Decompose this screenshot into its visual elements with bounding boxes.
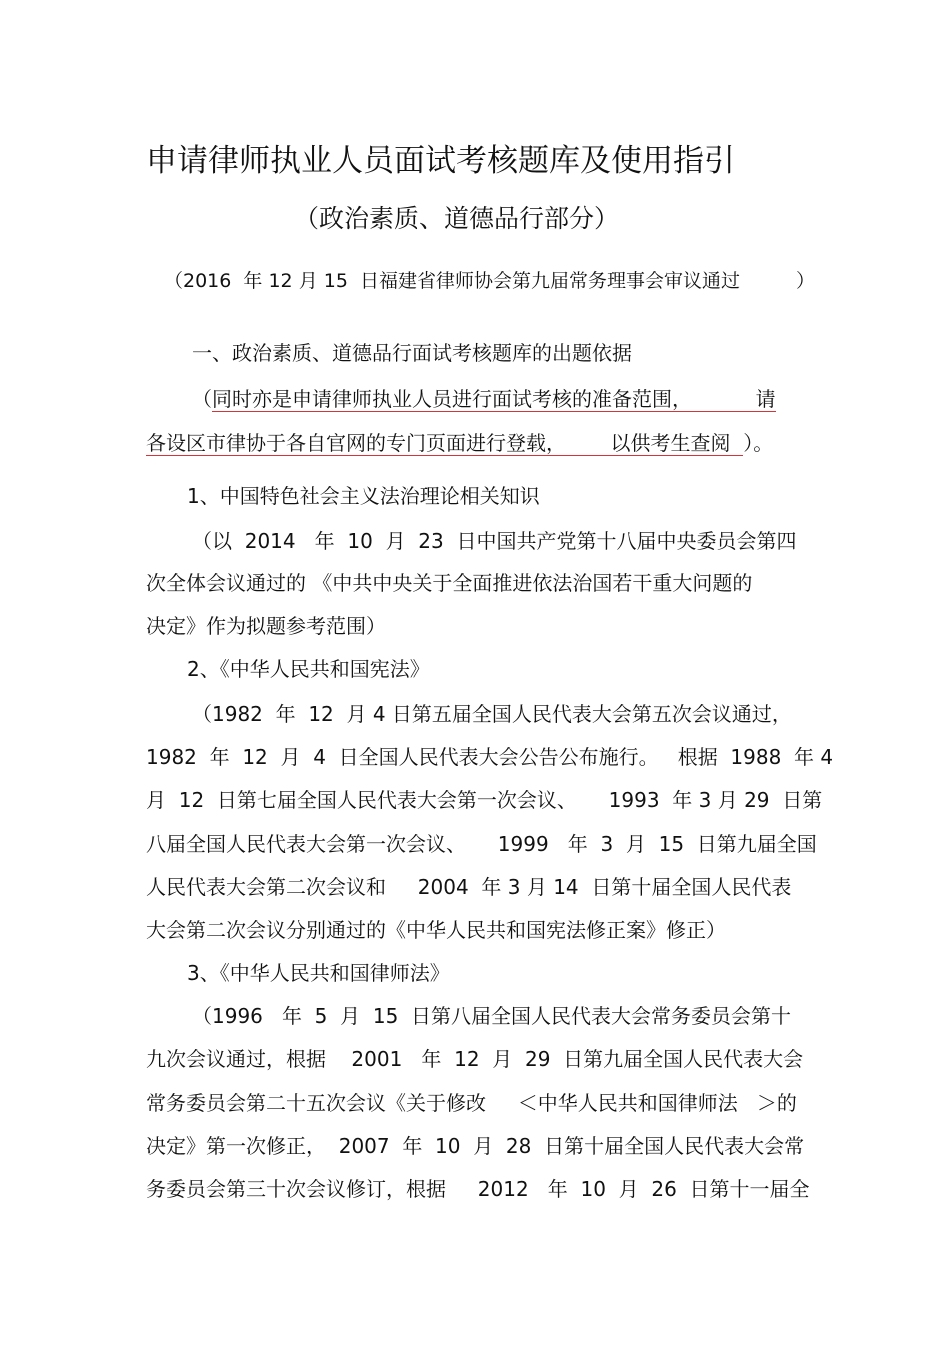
note-underlined-text-1: 同时亦是申请律师执业人员进行面试考核的准备范围， 请	[212, 387, 776, 411]
note-close: ）。	[743, 431, 774, 455]
document-title: 申请律师执业人员面试考核题库及使用指引	[146, 143, 735, 179]
item-text-line: 大会第二次会议分别通过的《中华人民共和国宪法修正案》修正）	[146, 918, 726, 942]
item-text-line: 次全体会议通过的 《中共中央关于全面推进依法治国若干重大问题的	[146, 571, 753, 595]
item-text-line: 人民代表大会第二次会议和 2004 年 3 月 14 日第十届全国人民代表	[146, 875, 792, 899]
item-heading: 1、中国特色社会主义法治理论相关知识	[187, 484, 540, 508]
item-text-line: （1982 年 12 月 4 日第五届全国人民代表大会第五次会议通过，	[192, 702, 792, 726]
note-underlined-text-2: 各设区市律协于各自官网的专门页面进行登载， 以供考生查阅	[146, 431, 744, 455]
item-heading: 2、《中华人民共和国宪法》	[187, 657, 430, 681]
item-text-line: （1996 年 5 月 15 日第八届全国人民代表大会常务委员会第十	[192, 1004, 792, 1028]
item-text-line: 决定》作为拟题参考范围）	[146, 614, 386, 638]
item-text-line: 八届全国人民代表大会第一次会议、 1999 年 3 月 15 日第九届全国	[146, 832, 817, 856]
item-text-line: 九次会议通过，根据 2001 年 12 月 29 日第九届全国人民代表大会	[146, 1047, 804, 1071]
item-text-line: 月 12 日第七届全国人民代表大会第一次会议、 1993 年 3 月 29 日第	[146, 788, 823, 812]
item-text-line: 常务委员会第二十五次会议《关于修改 ＜中华人民共和国律师法 ＞的	[146, 1091, 797, 1115]
item-text-line: 务委员会第三十次会议修订，根据 2012 年 10 月 26 日第十一届全	[146, 1177, 810, 1201]
item-text-line: 决定》第一次修正， 2007 年 10 月 28 日第十届全国人民代表大会常	[146, 1134, 805, 1158]
item-heading: 3、《中华人民共和国律师法》	[187, 961, 450, 985]
section-heading: 一、政治素质、道德品行面试考核题库的出题依据	[192, 341, 632, 365]
approval-note-close: ）	[796, 270, 816, 292]
item-text-line: （以 2014 年 10 月 23 日中国共产党第十八届中央委员会第四	[192, 529, 797, 553]
document-subtitle: （政治素质、道德品行部分）	[294, 204, 620, 233]
item-text-line: 1982 年 12 月 4 日全国人民代表大会公告公布施行。 根据 1988 年 4	[146, 745, 834, 769]
approval-note: （2016 年 12 月 15 日福建省律师协会第九届常务理事会审议通过	[164, 270, 740, 292]
note-line-1	[192, 389, 776, 409]
note-line-2	[146, 433, 773, 453]
note-open: （	[192, 387, 212, 411]
